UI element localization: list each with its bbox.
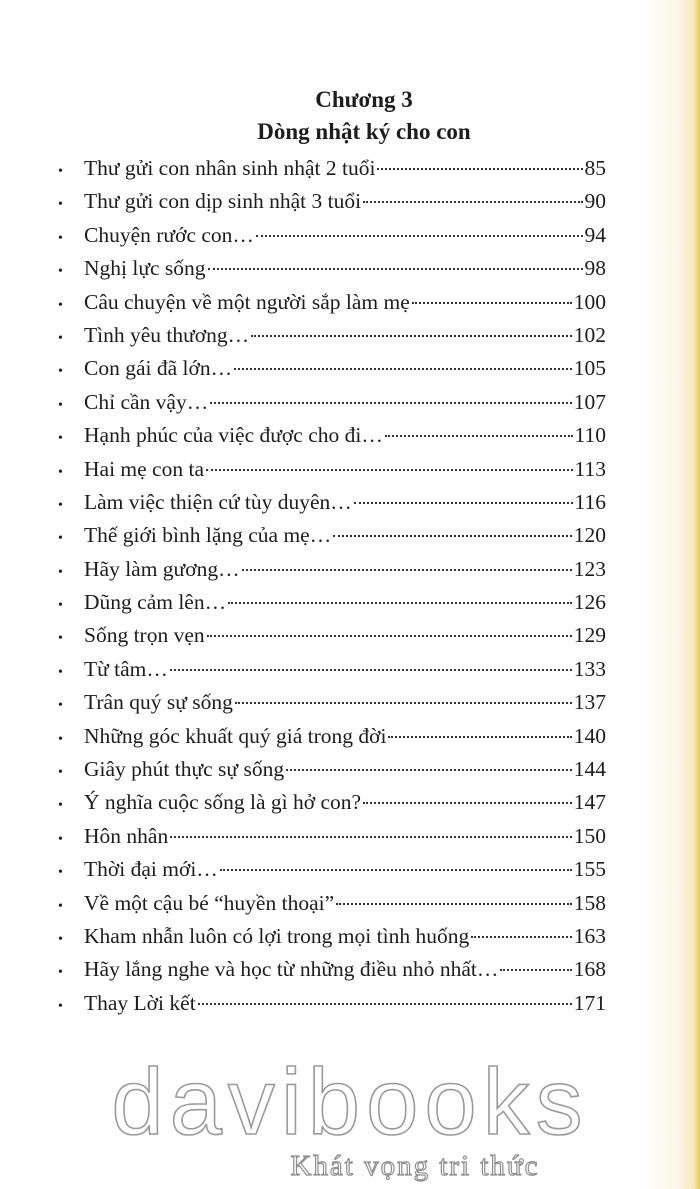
bullet-icon: •: [58, 197, 63, 213]
toc-entry-page: 107: [573, 389, 606, 414]
bullet-icon: •: [58, 965, 63, 981]
bullet-icon: •: [58, 698, 63, 714]
toc-entry: [58, 619, 606, 652]
toc-entry: [58, 720, 606, 753]
toc-entry: [58, 686, 606, 719]
toc-entry-title: Trân quý sự sống: [84, 690, 233, 715]
dot-leader: [377, 156, 582, 170]
toc-entry-title: Con gái đã lớn…: [84, 356, 233, 381]
toc-entry-page: 144: [573, 757, 606, 782]
dot-leader: [500, 957, 571, 971]
bullet-icon: •: [58, 264, 63, 280]
bullet-icon: •: [58, 998, 63, 1014]
toc-entry-title: Câu chuyện về một người sắp làm mẹ: [84, 289, 410, 314]
toc-entry: [58, 920, 606, 953]
toc-entry: [58, 753, 606, 786]
dot-leader: [363, 790, 572, 804]
dot-leader: [256, 223, 583, 237]
watermark-brand: davibooks: [111, 1049, 589, 1154]
bullet-icon: •: [58, 664, 63, 680]
bullet-icon: •: [58, 798, 63, 814]
toc-entry-page: 113: [574, 456, 606, 481]
toc-entry-title: Hãy làm gương…: [84, 556, 240, 581]
toc-entry: [58, 519, 606, 552]
toc-entry-title: Hôn nhân: [84, 823, 169, 848]
toc-entry-page: 133: [573, 656, 606, 681]
toc-entry-title: Nghị lực sống: [84, 256, 206, 281]
toc-entry: [58, 453, 606, 486]
bullet-icon: •: [58, 397, 63, 413]
toc-entry: [58, 219, 606, 252]
toc-entry-title: Giây phút thực sự sống: [84, 757, 285, 782]
toc-entry: [58, 419, 606, 452]
dot-leader: [208, 256, 583, 270]
toc-entry-page: 140: [573, 723, 606, 748]
bullet-icon: •: [58, 464, 63, 480]
toc-entry-title: Những góc khuất quý giá trong đời: [84, 723, 387, 748]
toc-entry: [58, 152, 606, 185]
toc-entry: [58, 820, 606, 853]
dot-leader: [336, 891, 572, 905]
toc-entry: [58, 319, 606, 352]
toc-entry-title: Hạnh phúc của việc được cho đi…: [84, 423, 383, 448]
toc-entry-page: 90: [584, 189, 606, 214]
dot-leader: [170, 824, 572, 838]
dot-leader: [210, 390, 572, 404]
toc-entry: [58, 386, 606, 419]
toc-entry: [58, 486, 606, 519]
toc-entry-title: Chỉ cần vậy…: [84, 389, 209, 414]
bullet-icon: •: [58, 765, 63, 781]
toc-entry: [58, 352, 606, 385]
chapter-number: Chương 3: [315, 87, 413, 112]
toc-entry: [58, 887, 606, 920]
dot-leader: [471, 924, 572, 938]
bullet-icon: •: [58, 564, 63, 580]
toc-entry-title: Sống trọn vẹn: [84, 623, 205, 648]
toc-entry-page: 129: [573, 623, 606, 648]
dot-leader: [206, 457, 573, 471]
toc-entry-title: Làm việc thiện cứ tùy duyên…: [84, 489, 352, 514]
toc-entry-page: 105: [573, 356, 606, 381]
toc-entry-page: 163: [573, 923, 606, 948]
toc-entry-title: Thay Lời kết: [84, 990, 196, 1015]
bullet-icon: •: [58, 330, 63, 346]
toc-entry-title: Từ tâm…: [84, 656, 168, 681]
toc-entry: [58, 252, 606, 285]
toc-entry-page: 102: [573, 322, 606, 347]
chapter-title: Dòng nhật ký cho con: [257, 119, 471, 144]
dot-leader: [363, 189, 582, 203]
toc-entry: [58, 286, 606, 319]
toc-entry-title: Hãy lắng nghe và học từ những điều nhỏ nhất…: [84, 957, 499, 982]
toc-entry: [58, 586, 606, 619]
toc-entry-page: 147: [573, 790, 606, 815]
toc-entry-page: 137: [573, 690, 606, 715]
toc-entry-title: Về một cậu bé “huyền thoại”: [84, 890, 335, 915]
table-of-contents: [58, 152, 606, 1020]
toc-entry: [58, 853, 606, 886]
bullet-icon: •: [58, 931, 63, 947]
toc-entry-page: 110: [574, 423, 606, 448]
dot-leader: [242, 557, 572, 571]
bullet-icon: •: [58, 230, 63, 246]
bullet-icon: •: [58, 831, 63, 847]
bullet-icon: •: [58, 531, 63, 547]
page-edge: [694, 0, 700, 1189]
dot-leader: [235, 690, 572, 704]
toc-entry-title: Tình yêu thương…: [84, 322, 250, 347]
toc-entry-title: Thư gửi con dịp sinh nhật 3 tuổi: [84, 189, 362, 214]
bullet-icon: •: [58, 898, 63, 914]
bullet-icon: •: [58, 865, 63, 881]
bullet-icon: •: [58, 297, 63, 313]
dot-leader: [234, 356, 572, 370]
toc-entry-title: Thư gửi con nhân sinh nhật 2 tuổi: [84, 156, 376, 180]
toc-entry-page: 123: [573, 556, 606, 581]
toc-entry-page: 98: [584, 256, 606, 281]
toc-entry: [58, 653, 606, 686]
toc-entry-page: 126: [573, 590, 606, 615]
bullet-icon: •: [58, 598, 63, 614]
bullet-icon: •: [58, 497, 63, 513]
dot-leader: [207, 623, 572, 637]
dot-leader: [170, 657, 572, 671]
toc-entry: [58, 185, 606, 218]
toc-entry-title: Thế giới bình lặng của mẹ…: [84, 523, 332, 548]
dot-leader: [354, 490, 573, 504]
toc-entry-page: 116: [574, 489, 606, 514]
toc-entry-title: Hai mẹ con ta: [84, 456, 204, 481]
toc-entry: [58, 987, 606, 1020]
toc-entry: [58, 953, 606, 986]
toc-entry-page: 168: [573, 957, 606, 982]
watermark-tagline: Khát vọng tri thức: [290, 1150, 540, 1182]
toc-entry-title: Thời đại mới…: [84, 857, 218, 882]
dot-leader: [220, 857, 572, 871]
toc-entry-page: 150: [573, 823, 606, 848]
bullet-icon: •: [58, 364, 63, 380]
bullet-icon: •: [58, 731, 63, 747]
dot-leader: [385, 423, 573, 437]
toc-entry: [58, 553, 606, 586]
toc-entry-title: Dũng cảm lên…: [84, 590, 227, 615]
toc-entry-page: 120: [573, 523, 606, 548]
toc-entry-title: Ý nghĩa cuộc sống là gì hở con?: [84, 790, 362, 815]
toc-entry-page: 155: [573, 857, 606, 882]
dot-leader: [333, 523, 572, 537]
dot-leader: [286, 757, 572, 771]
toc-entry: [58, 786, 606, 819]
bullet-icon: •: [58, 164, 63, 179]
dot-leader: [251, 323, 572, 337]
dot-leader: [388, 724, 571, 738]
dot-leader: [228, 590, 572, 604]
toc-entry-title: Chuyện rước con…: [84, 222, 254, 247]
dot-leader: [412, 290, 572, 304]
toc-entry-page: 100: [573, 289, 606, 314]
bullet-icon: •: [58, 431, 63, 447]
bullet-icon: •: [58, 631, 63, 647]
toc-entry-title: Kham nhẫn luôn có lợi trong mọi tình huống: [84, 923, 470, 948]
toc-entry-page: 158: [573, 890, 606, 915]
toc-entry-page: 94: [584, 222, 606, 247]
toc-entry-page: 85: [584, 156, 606, 180]
toc-entry-page: 171: [573, 990, 606, 1015]
dot-leader: [198, 991, 572, 1005]
